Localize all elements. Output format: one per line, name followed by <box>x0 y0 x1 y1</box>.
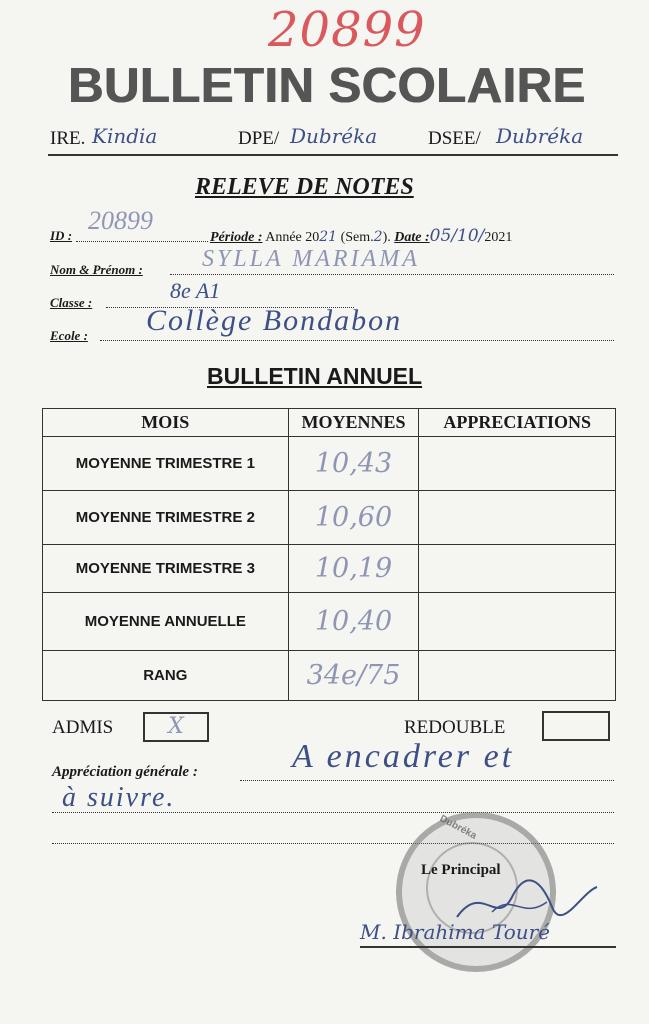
document-title: BULLETIN SCOLAIRE <box>68 59 586 113</box>
row-appreciation <box>419 593 616 651</box>
redouble-checkbox[interactable] <box>542 711 610 741</box>
sem-prefix: (Sem. <box>340 230 374 245</box>
id-label: ID : <box>50 228 73 243</box>
nom-dots <box>170 274 614 275</box>
header-moyennes: MOYENNES <box>288 409 419 437</box>
appreciation-label: Appréciation générale : <box>52 764 198 780</box>
section-title: RELEVE DE NOTES <box>195 174 414 200</box>
admis-mark: X <box>168 714 184 739</box>
dpe-label: DPE/ <box>238 128 280 149</box>
appreciation-line-2: à suivre. <box>62 782 176 813</box>
periode-label: Période : <box>210 230 263 245</box>
row-appreciation <box>419 651 616 701</box>
header-appreciations: APPRECIATIONS <box>419 409 616 437</box>
classe-value: 8e A1 <box>170 278 221 303</box>
principal-name: M. Ibrahima Touré <box>360 920 616 948</box>
ecole-field <box>50 328 88 344</box>
sem-value: 2 <box>373 229 383 245</box>
bulletin-annuel-title: BULLETIN ANNUEL <box>207 363 423 389</box>
date-label: Date : <box>394 230 430 245</box>
row-mois: RANG <box>43 651 289 701</box>
table-row <box>43 545 616 593</box>
redouble-label: REDOUBLE <box>404 717 506 738</box>
date-value: 05/10/ <box>429 226 485 246</box>
row-moyenne: 10,40 <box>288 593 419 651</box>
dpe-value: Dubréka <box>290 124 378 148</box>
admis-checkbox[interactable] <box>143 712 209 742</box>
admis-label: ADMIS <box>52 717 114 738</box>
table-row <box>43 593 616 651</box>
table-row <box>43 437 616 491</box>
table-row <box>43 651 616 701</box>
ecole-dots <box>100 340 614 341</box>
ecole-label: Ecole : <box>50 328 88 343</box>
ire-value: Kindia <box>92 124 158 148</box>
ecole-value: Collège Bondabon <box>146 304 403 337</box>
ire-label: IRE. <box>50 128 86 149</box>
row-appreciation <box>419 491 616 545</box>
table-row <box>43 491 616 545</box>
row-mois: MOYENNE TRIMESTRE 2 <box>43 491 289 545</box>
row-mois: MOYENNE TRIMESTRE 1 <box>43 437 289 491</box>
header-mois: MOIS <box>43 409 289 437</box>
appreciation-field <box>52 764 198 781</box>
table-header-row <box>43 409 616 437</box>
stamp-text: Dubréka <box>437 813 479 842</box>
periode-prefix: Année 20 <box>265 230 320 245</box>
id-dots <box>76 241 208 242</box>
dsee-label: DSEE/ <box>428 128 481 149</box>
id-value: 20899 <box>88 206 153 235</box>
periode-year: 21 <box>319 229 338 245</box>
row-appreciation <box>419 437 616 491</box>
ire-line <box>48 124 618 156</box>
sem-suffix: ). <box>382 230 391 245</box>
appreciation-dots-1 <box>240 780 614 781</box>
periode-field <box>210 226 512 246</box>
row-appreciation <box>419 545 616 593</box>
dsee-value: Dubréka <box>496 124 584 148</box>
row-moyenne: 10,60 <box>288 491 419 545</box>
row-moyenne: 34e/75 <box>288 651 419 701</box>
handwritten-number: 20899 <box>268 2 426 58</box>
principal-label: Le Principal <box>421 862 501 878</box>
classe-field <box>50 295 92 311</box>
id-field <box>50 228 72 244</box>
date-year: 2021 <box>484 230 513 245</box>
row-mois: MOYENNE ANNUELLE <box>43 593 289 651</box>
appreciation-line-1: A encadrer et <box>292 738 515 775</box>
row-mois: MOYENNE TRIMESTRE 3 <box>43 545 289 593</box>
grades-table <box>42 408 616 701</box>
nom-label: Nom & Prénom : <box>50 262 143 277</box>
row-moyenne: 10,19 <box>288 545 419 593</box>
nom-value: SYLLA MARIAMA <box>202 246 420 272</box>
classe-label: Classe : <box>50 295 93 310</box>
row-moyenne: 10,43 <box>288 437 419 491</box>
nom-field <box>50 262 143 278</box>
